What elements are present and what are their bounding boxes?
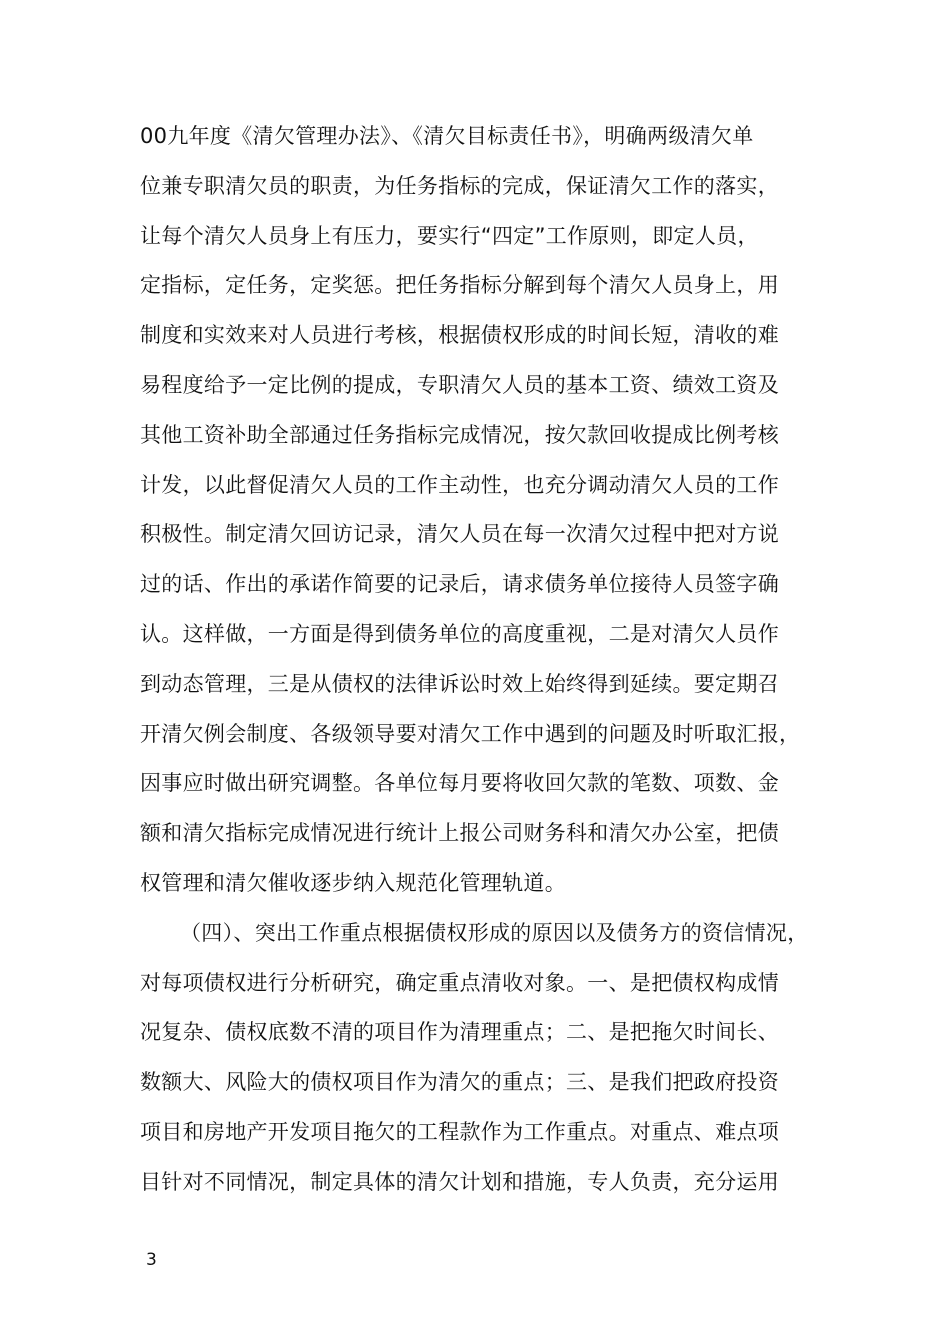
text-line: 00九年度《清欠管理办法》、《清欠目标责任书》，明确两级清欠单 [140, 124, 754, 148]
text-line: 目针对不同情况，制定具体的清欠计划和措施，专人负责，充分运用 [140, 1169, 779, 1194]
text-line: 况复杂、债权底数不清的项目作为清理重点；二、是把拖欠时间长、 [140, 1020, 779, 1045]
text-line: 到动态管理，三是从债权的法律诉讼时效上始终得到延续。要定期召 [140, 671, 779, 696]
text-line: 制度和实效来对人员进行考核，根据债权形成的时间长短，清收的难 [140, 323, 779, 348]
text-line: 积极性。制定清欠回访记录，清欠人员在每一次清欠过程中把对方说 [140, 522, 779, 547]
text-line: 过的话、作出的承诺作简要的记录后，请求债务单位接待人员签字确 [140, 572, 779, 597]
text-line: 权管理和清欠催收逐步纳入规范化管理轨道。 [140, 870, 566, 895]
text-line: 其他工资补助全部通过任务指标完成情况，按欠款回收提成比例考核 [140, 422, 779, 447]
text-line: 因事应时做出研究调整。各单位每月要将收回欠款的笔数、项数、金 [140, 771, 779, 796]
section-heading-line: （四）、突出工作重点根据债权形成的原因以及债务方的资信情况， [180, 920, 809, 945]
text-line: 对每项债权进行分析研究，确定重点清收对象。一、是把债权构成情 [140, 970, 779, 995]
text-line: 项目和房地产开发项目拖欠的工程款作为工作重点。对重点、难点项 [140, 1119, 779, 1144]
text-line: 定指标，定任务，定奖惩。把任务指标分解到每个清欠人员身上，用 [140, 273, 779, 298]
page-number: 3 [146, 1250, 157, 1270]
text-line: 易程度给予一定比例的提成，专职清欠人员的基本工资、绩效工资及 [140, 372, 779, 397]
text-line: 位兼专职清欠员的职责，为任务指标的完成，保证清欠工作的落实， [140, 173, 779, 198]
text-line: 让每个清欠人员身上有压力，要实行“四定”工作原则，即定人员， [140, 223, 759, 248]
body-text [140, 112, 840, 1208]
text-line: 计发，以此督促清欠人员的工作主动性，也充分调动清欠人员的工作 [140, 472, 779, 497]
text-line: 认。这样做，一方面是得到债务单位的高度重视，二是对清欠人员作 [140, 621, 779, 646]
text-line: 开清欠例会制度、各级领导要对清欠工作中遇到的问题及时听取汇报， [140, 721, 801, 746]
text-line: 额和清欠指标完成情况进行统计上报公司财务科和清欠办公室，把债 [140, 821, 779, 846]
text-line: 数额大、风险大的债权项目作为清欠的重点；三、是我们把政府投资 [140, 1070, 779, 1095]
